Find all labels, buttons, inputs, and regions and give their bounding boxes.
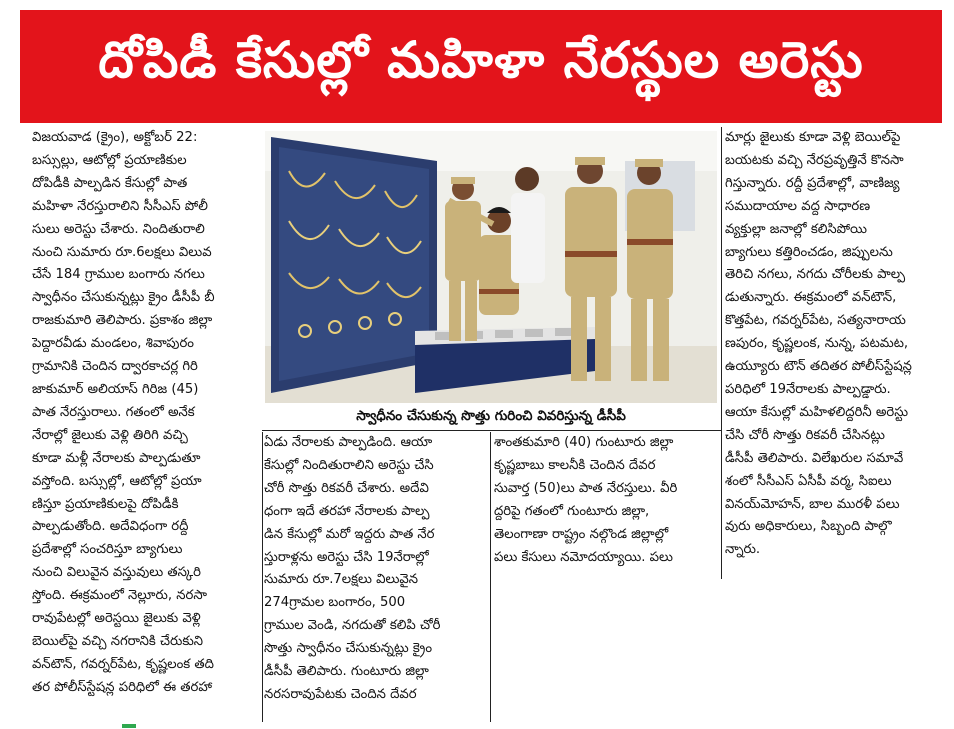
text-line: ప్రదేశాల్లో సంచరిస్తూ బ్యాగులు [32, 542, 183, 558]
text-line: పాత నేరస్తురాలు. గతంలో అనేక [32, 404, 195, 420]
text-line: ద్దరిపై గతంలో గుంటూరు జిల్లా, [494, 503, 650, 519]
text-line: స్వాధీనం చేసుకున్నట్లు క్రైం డీసీపీ బీ [32, 290, 215, 306]
text-line: పెద్దారవీడు మండలం, శివాపురం [32, 336, 194, 352]
text-line: ణపురం, కృష్ణలంక, నున్న, పటమట, [725, 336, 909, 352]
text-line: వన్‌టౌన్, గవర్నర్‌పేట, కృష్ణలంక తది [32, 656, 214, 672]
color-mark [122, 724, 136, 728]
text-line: తర పోలీస్‌స్టేషన్ల పరిధిలో ఈ తరహా [32, 679, 213, 695]
text-line: పలు కేసులు నమోదయ్యాయి. పలు [494, 549, 673, 565]
text-line: న్నారు. [725, 542, 761, 558]
text-line: స్తోంది. ఈక్రమంలో నెల్లూరు, నరసా [32, 588, 207, 604]
text-line: ఆయా కేసుల్లో మహిళలిద్దరినీ అరెస్టు [725, 404, 909, 420]
text-line: స్తురాళ్లను అరెస్టు చేసి 19నేరాల్లో [264, 549, 429, 565]
text-line: జాకుమార్ అలియాస్ గిరిజ (45) [32, 381, 199, 397]
text-line: చేసి చోరీ సొత్తు రికవరీ చేసినట్లు [725, 427, 885, 443]
text-line: విజయవాడ (క్రైం), అక్టోబర్ 22: [32, 130, 198, 145]
photo-caption: స్వాధీనం చేసుకున్న సొత్తు గురించి వివరిస్తున్న డీసీపీ [356, 407, 626, 424]
divider [262, 430, 721, 431]
text-line: సుమారు రూ.7లక్షలు విలువైన [264, 572, 419, 588]
text-line: కృష్ణబాబు కాలనీకి చెందిన దేవర [494, 457, 656, 473]
text-line: రాజకుమారి తెలిపారు. ప్రకాశం జిల్లా [32, 313, 213, 329]
jewellery-display-board [271, 137, 437, 393]
headline-title: దోపిడీ కేసుల్లో మహిళా నేరస్థుల అరెస్టు [98, 31, 864, 89]
text-line: సొత్తు స్వాధీనం చేసుకున్నట్లు క్రైం [264, 641, 433, 657]
text-line: డుతున్నారు. ఈక్రమంలో వన్‌టౌన్, [725, 290, 897, 306]
text-line: నుంచి సుమారు రూ.6లక్షలు విలువ [32, 244, 212, 260]
headline-banner [20, 10, 942, 123]
text-line: సువార్త (50)లు పాత నేరస్తులు. వీరి [494, 480, 678, 496]
text-line: డిన కేసుల్లో మరో ఇద్దరు పాత నేర [264, 526, 435, 542]
text-line: గ్రామానికి చెందిన ద్వారకాచర్ల గిరి [32, 359, 198, 375]
text-line: చేసే 184 గ్రాముల బంగారు నగలు [32, 267, 205, 283]
text-line: నరసరావుపేటకు చెందిన దేవర [264, 686, 417, 702]
text-line: రావుపేటల్లో అరెస్టయి జైలుకు వెళ్లి [32, 611, 201, 627]
text-line: బెయిల్‌పై వచ్చి నగరానికి చేరుకుని [32, 633, 204, 649]
text-line: వస్తోంది. బస్సుల్లో, ఆటోల్లో ప్రయా [32, 473, 202, 489]
divider [490, 432, 491, 722]
text-line: ణిస్తూ ప్రయాణికులపై దోపిడీకి [32, 496, 179, 512]
text-line: దోపిడీకి పాల్పడిన కేసుల్లో పాత [32, 175, 188, 191]
divider [262, 432, 263, 722]
text-line: కూడా మళ్లీ నేరాలకు పాల్పడుతూ [32, 450, 201, 466]
text-line: బ్యాగులు కత్తిరించడం, జిప్పులను [725, 244, 893, 260]
text-line: ఉయ్యూరు టౌన్ తదితర పోలీస్‌స్టేషన్ల [725, 359, 912, 375]
text-line: చోరీ సొత్తు రికవరీ చేశారు. అదేవి [264, 480, 429, 496]
text-line: శంలో సీసీఎస్ ఏసీపీ వర్మ, సిఐలు [725, 473, 892, 489]
article-column-2 [264, 432, 490, 707]
text-line: తెలంగాణా రాష్ట్రం నల్గొండ జిల్లాల్లో [494, 526, 669, 542]
text-line: డీసీపీ తెలిపారు. గుంటూరు జిల్లా [264, 664, 429, 680]
text-line: పాల్పడుతోంది. అదేవిధంగా రద్దీ [32, 519, 189, 535]
text-line: పరిధిలో 19నేరాలకు పాల్పడ్డారు. [725, 381, 891, 397]
text-line: ఏడు నేరాలకు పాల్పడింది. ఆయా [264, 435, 433, 450]
text-line: కేసుల్లో నిందితురాలిని అరెస్టు చేసి [264, 457, 434, 473]
text-line: డీసీపీ తెలిపారు. విలేఖరుల సమావే [725, 450, 904, 466]
text-line: గిస్తున్నారు. రద్దీ ప్రదేశాల్లో, వాణిజ్య [725, 175, 900, 191]
text-line: 274గ్రామల బంగారం, 500 [264, 595, 406, 611]
article-column-3 [494, 432, 720, 569]
text-line: నుంచి విలువైన వస్తువులు తస్కరి [32, 565, 201, 581]
text-line: వ్యక్తుల్లా జనాల్లో కలిసిపోయి [725, 221, 868, 237]
text-line: కొత్తపేట, గవర్నర్‌పేట, సత్యనారాయ [725, 313, 906, 329]
divider [721, 127, 722, 579]
news-photo [265, 131, 717, 403]
text-line: మహిళా నేరస్తురాలిని సీసీఎస్ పోలీ [32, 198, 208, 214]
text-line: ధంగా ఇదే తరహా నేరాలకు పాల్ప [264, 503, 430, 519]
text-line: నేరాల్లో జైలుకు వెళ్లి తిరిగి వచ్చి [32, 427, 188, 443]
text-line: బయటకు వచ్చి నేరప్రవృత్తినే కొనసా [725, 152, 904, 168]
article-column-4 [725, 127, 947, 562]
text-line: వురు అధికారులు, సిబ్బంది పాల్గొ [725, 519, 892, 535]
text-line: గ్రాముల వెండి, నగదుతో కలిపి చోరీ [264, 618, 441, 634]
article-column-1 [32, 127, 262, 700]
text-line: సముదాయాల వద్ద సాధారణ [725, 198, 871, 214]
text-line: మార్లు జైలుకు కూడా వెళ్లి బెయిల్‌పై [725, 130, 901, 145]
text-line: శాంతకుమారి (40) గుంటూరు జిల్లా [494, 435, 674, 450]
photo-illustration [265, 131, 717, 403]
text-line: వినయ్‌మోహన్, బాల మురళీ పలు [725, 496, 900, 512]
text-line: తెరిచి నగలు, నగదు చోరీలకు పాల్ప [725, 267, 906, 283]
text-line: బస్సుల్లు, ఆటోల్లో ప్రయాణికుల [32, 152, 187, 168]
text-line: సులు అరెస్టు చేశారు. నిందితురాలి [32, 221, 205, 237]
